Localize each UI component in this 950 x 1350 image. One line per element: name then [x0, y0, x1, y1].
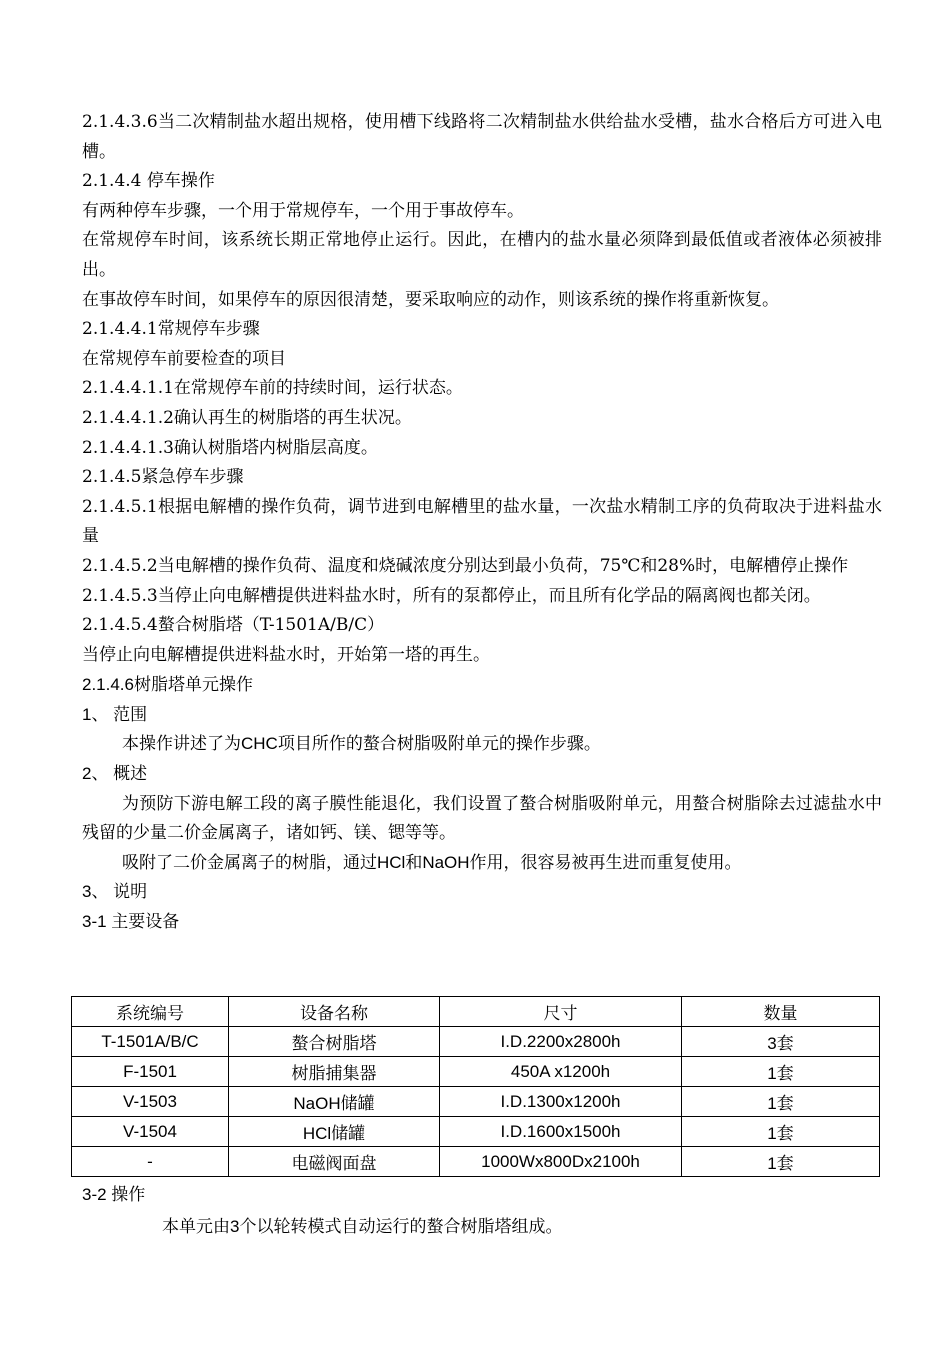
table-row — [72, 1087, 880, 1117]
paragraph: 2.1.4.4.1常规停车步骤 — [82, 319, 260, 340]
table-cell: 1套 — [682, 1117, 880, 1147]
table-cell: I.D.1300x1200h — [440, 1087, 682, 1117]
paragraph: 1、 范围 — [82, 704, 148, 724]
paragraph: 当停止向电解槽提供进料盐水时，开始第一塔的再生。 — [82, 644, 490, 665]
table-cell: 1套 — [682, 1147, 880, 1177]
paragraph: 有两种停车步骤，一个用于常规停车，一个用于事故停车。 — [82, 200, 524, 221]
col-header-system-number: 系统编号 — [72, 997, 229, 1027]
table-cell: I.D.2200x2800h — [440, 1027, 682, 1057]
table-cell: F-1501 — [72, 1057, 229, 1087]
table-cell: T-1501A/B/C — [72, 1027, 229, 1057]
table-cell: 1000Wx800Dx2100h — [440, 1147, 682, 1177]
paragraph: 2.1.4.4.1.1在常规停车前的持续时间，运行状态。 — [82, 378, 463, 399]
paragraph: 本操作讲述了为CHC项目所作的螯合树脂吸附单元的操作步骤。 — [122, 734, 601, 754]
section-heading-operation: 3-2 操作 — [82, 1185, 146, 1204]
table-row — [72, 1027, 880, 1057]
paragraph: 2.1.4.5.1根据电解槽的操作负荷，调节进到电解槽里的盐水量，一次盐水精制工序的负荷取决于进料盐水量 — [82, 496, 882, 547]
table-row — [72, 1147, 880, 1177]
paragraph: 2.1.4.5.2当电解槽的操作负荷、温度和烧碱浓度分别达到最小负荷，75℃和28%时，电解槽停止操作 — [82, 555, 849, 576]
table-cell: 450A x1200h — [440, 1057, 682, 1087]
document-body — [82, 108, 882, 937]
paragraph: 2.1.4.4.1.3确认树脂塔内树脂层高度。 — [82, 437, 378, 458]
paragraph: 2.1.4.6树脂塔单元操作 — [82, 675, 253, 695]
paragraph: 为预防下游电解工段的离子膜性能退化，我们设置了螯合树脂吸附单元，用螯合树脂除去过滤盐水中残留的少量二价金属离子，诸如钙、镁、锶等等。 — [82, 793, 882, 843]
operation-description: 本单元由3个以轮转模式自动运行的螯合树脂塔组成。 — [162, 1217, 563, 1236]
table-header-row — [72, 997, 880, 1027]
table-cell: V-1503 — [72, 1087, 229, 1117]
table-row — [72, 1057, 880, 1087]
table-cell: I.D.1600x1500h — [440, 1117, 682, 1147]
table-cell: 1套 — [682, 1087, 880, 1117]
equipment-table — [71, 996, 880, 1177]
table-cell: 螯合树脂塔 — [229, 1027, 440, 1057]
paragraph: 2、 概述 — [82, 764, 148, 784]
table-cell: HCl储罐 — [229, 1117, 440, 1147]
table-cell: V-1504 — [72, 1117, 229, 1147]
paragraph: 2.1.4.3.6当二次精制盐水超出规格，使用槽下线路将二次精制盐水供给盐水受槽，盐水合格后方可进入电槽。 — [82, 112, 882, 162]
paragraph: 2.1.4.5紧急停车步骤 — [82, 467, 244, 488]
table-cell: - — [72, 1147, 229, 1177]
table-cell: 电磁阀面盘 — [229, 1147, 440, 1177]
col-header-dimensions: 尺寸 — [440, 997, 682, 1027]
paragraph: 在事故停车时间，如果停车的原因很清楚，要采取响应的动作，则该系统的操作将重新恢复。 — [82, 289, 779, 310]
paragraph: 在常规停车时间，该系统长期正常地停止运行。因此，在槽内的盐水量必须降到最低值或者液体必须被排出。 — [82, 230, 882, 280]
paragraph: 3、 说明 — [82, 882, 148, 902]
table-row — [72, 1117, 880, 1147]
paragraph: 3-1 主要设备 — [82, 912, 180, 932]
paragraph: 2.1.4.5.4螯合树脂塔（T-1501A/B/C） — [82, 615, 385, 636]
table-cell: 树脂捕集器 — [229, 1057, 440, 1087]
col-header-quantity: 数量 — [682, 997, 880, 1027]
paragraph: 2.1.4.4.1.2确认再生的树脂塔的再生状况。 — [82, 407, 412, 428]
paragraph: 2.1.4.5.3当停止向电解槽提供进料盐水时，所有的泵都停止，而且所有化学品的隔离阀也都关闭。 — [82, 585, 821, 606]
table-cell: 3套 — [682, 1027, 880, 1057]
col-header-equipment-name: 设备名称 — [229, 997, 440, 1027]
paragraph: 在常规停车前要检查的项目 — [82, 348, 286, 369]
table-cell: NaOH储罐 — [229, 1087, 440, 1117]
paragraph: 2.1.4.4 停车操作 — [82, 171, 215, 192]
table-cell: 1套 — [682, 1057, 880, 1087]
paragraph: 吸附了二价金属离子的树脂，通过HCl和NaOH作用，很容易被再生进而重复使用。 — [122, 852, 742, 872]
